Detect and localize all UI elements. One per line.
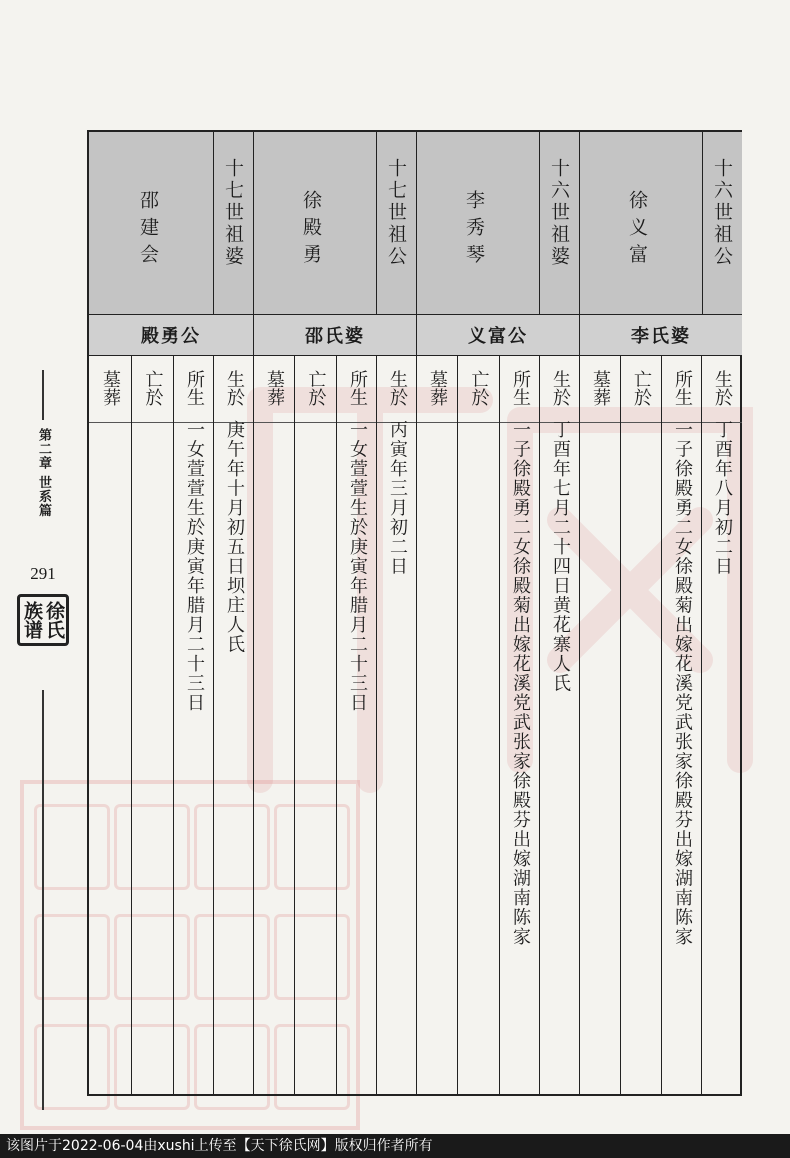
person-name: 徐义富 — [626, 190, 648, 271]
burial-cell — [417, 356, 458, 1096]
burial-label: 墓葬 — [100, 370, 121, 406]
person-name: 邵建会 — [137, 190, 159, 271]
record-header — [89, 132, 254, 314]
children-value: 一女萱萱生於庚寅年腊月二十三日 — [184, 420, 205, 713]
generation-label: 十七世祖公 — [376, 132, 416, 314]
death-label: 亡於 — [468, 370, 490, 406]
birth-label: 生於 — [712, 370, 733, 406]
birth-cell — [540, 356, 580, 1096]
children-label: 所生 — [510, 370, 531, 406]
sidebar-rule-bottom — [42, 690, 44, 1110]
spouse-header: 义富公 — [417, 314, 580, 356]
birth-label: 生於 — [224, 370, 245, 406]
burial-label: 墓葬 — [427, 370, 448, 406]
children-cell — [500, 356, 540, 1096]
page-number: 291 — [30, 564, 56, 583]
person-name: 李秀琴 — [463, 190, 485, 271]
burial-cell — [89, 356, 132, 1096]
children-value: 一子徐殿勇二女徐殿菊出嫁花溪党武张家徐殿芬出嫁湖南陈家 — [672, 420, 693, 947]
record-header — [254, 132, 417, 314]
book-logo: 徐氏族谱 — [17, 594, 69, 646]
birth-label: 生於 — [387, 370, 408, 406]
spouse-header: 邵氏婆 — [254, 314, 417, 356]
record-header — [580, 132, 742, 314]
burial-label: 墓葬 — [264, 370, 285, 406]
birth-value: 庚午年十月初五日坝庄人氏 — [224, 420, 245, 654]
children-label: 所生 — [672, 370, 693, 406]
birth-value: 丙寅年三月初二日 — [387, 420, 408, 576]
children-value: 一女萱萱生於庚寅年腊月二十三日 — [347, 420, 368, 713]
death-cell — [132, 356, 174, 1096]
spouse-header: 殿勇公 — [89, 314, 254, 356]
birth-label: 生於 — [550, 370, 571, 406]
sidebar-rule-top — [42, 370, 44, 420]
spouse-header: 李氏婆 — [580, 314, 742, 356]
death-label: 亡於 — [631, 370, 652, 406]
death-cell — [458, 356, 500, 1096]
death-cell — [621, 356, 662, 1096]
children-cell — [337, 356, 377, 1096]
children-value: 一子徐殿勇二女徐殿菊出嫁花溪党武张家徐殿芬出嫁湖南陈家 — [510, 420, 531, 947]
person-name: 徐殿勇 — [300, 190, 322, 271]
children-cell — [174, 356, 214, 1096]
generation-label: 十六世祖婆 — [539, 132, 579, 314]
death-label: 亡於 — [142, 370, 164, 406]
children-label: 所生 — [347, 370, 368, 406]
birth-value: 丁酉年八月初二日 — [712, 420, 733, 576]
death-label: 亡於 — [305, 370, 327, 406]
copyright-footer: 该图片于2022-06-04由xushi上传至【天下徐氏网】版权归作者所有 — [0, 1134, 790, 1158]
page-sidebar — [14, 360, 74, 1120]
chapter-title: 第二章 世系篇 — [36, 428, 51, 518]
record-header — [417, 132, 580, 314]
generation-label: 十六世祖公 — [702, 132, 742, 314]
children-cell — [662, 356, 702, 1096]
death-cell — [295, 356, 337, 1096]
birth-value: 丁酉年七月二十四日黄花寨人氏 — [550, 420, 571, 693]
birth-cell — [214, 356, 254, 1096]
genealogy-table — [87, 130, 742, 1096]
burial-cell — [580, 356, 621, 1096]
birth-cell — [702, 356, 742, 1096]
burial-cell — [254, 356, 295, 1096]
children-label: 所生 — [184, 370, 205, 406]
generation-label: 十七世祖婆 — [213, 132, 253, 314]
burial-label: 墓葬 — [590, 370, 611, 406]
birth-cell — [377, 356, 417, 1096]
